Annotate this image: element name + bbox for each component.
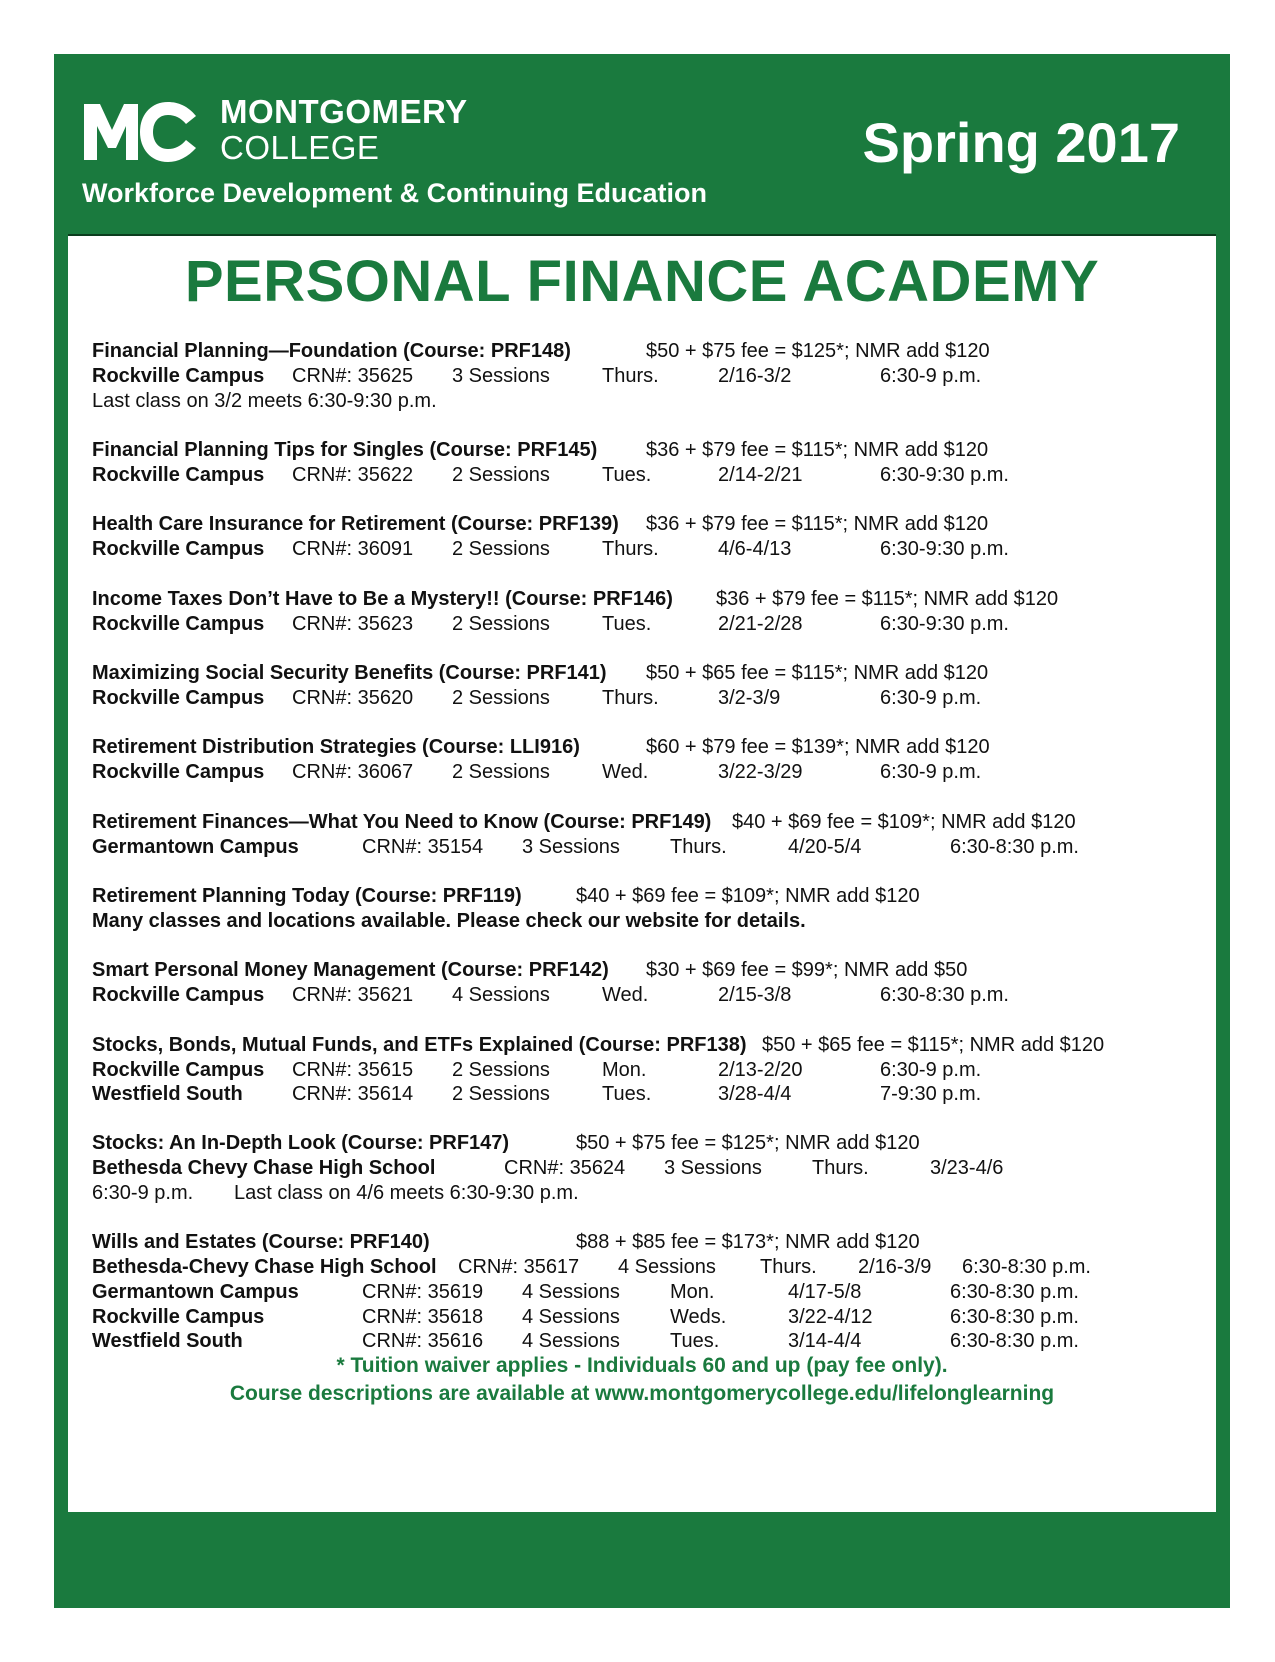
course-heading-row [68,1229,1216,1255]
section-day: Thurs. [760,1256,817,1278]
section-day: Thurs. [602,365,659,387]
page-title: PERSONAL FINANCE ACADEMY [184,249,1100,314]
section-location: Germantown Campus [92,1281,299,1303]
section-sessions: 4 Sessions [452,984,550,1006]
section-sessions: 4 Sessions [522,1281,620,1303]
section-sessions: 3 Sessions [452,365,550,387]
section-location: Rockville Campus [92,464,265,486]
course-name: Health Care Insurance for Retirement (Course: PRF139) [92,513,619,535]
section-time: 6:30-8:30 p.m. [880,984,1009,1006]
flyer-frame [54,54,1230,1608]
course-heading-row [68,957,1216,983]
section-day: Tues. [602,1083,652,1105]
course-note-row [68,388,1216,414]
course-heading-row [68,1032,1216,1058]
section-day: Thurs. [812,1157,869,1179]
section-location: Rockville Campus [92,687,265,709]
section-crn: CRN#: 36067 [292,761,414,783]
header-band [54,54,1230,234]
section-day: Wed. [602,761,649,783]
section-sessions: 2 Sessions [452,464,550,486]
section-location: Rockville Campus [92,761,265,783]
section-sessions: 2 Sessions [452,761,550,783]
section-dates: 3/2-3/9 [718,687,781,709]
course-fee: $50 + $75 fee = $125*; NMR add $120 [576,1132,920,1154]
section-day: Tues. [670,1330,720,1352]
course-section-row [68,759,1216,785]
section-day: Weds. [670,1306,727,1328]
course-note: Last class on 4/6 meets 6:30-9:30 p.m. [234,1182,579,1204]
section-time: 6:30-8:30 p.m. [950,836,1079,858]
course-section-continuation [68,1180,1216,1206]
section-time: 7-9:30 p.m. [880,1083,982,1105]
section-day: Mon. [602,1059,647,1081]
section-location: Westfield South [92,1330,243,1352]
section-time: 6:30-9:30 p.m. [880,613,1009,635]
course-section-row [68,462,1216,488]
course-fee: $50 + $65 fee = $115*; NMR add $120 [762,1034,1105,1056]
course-heading-row [68,809,1216,835]
course-name: Financial Planning Tips for Singles (Course: PRF145) [92,439,598,461]
course-fee: $50 + $65 fee = $115*; NMR add $120 [646,662,989,684]
contact-line: For more information contact Natasha Sacks at 240-567-1828. [337,1435,947,1460]
descriptions-note: Course descriptions are available at www.montgomerycollege.edu/lifelonglearning [229,1382,1055,1405]
college-name-line1: MONTGOMERY [220,93,468,130]
section-dates: 4/6-4/13 [718,538,792,560]
course-fee: $30 + $69 fee = $99*; NMR add $50 [646,959,968,981]
course-heading-row [68,511,1216,537]
section-sessions: 3 Sessions [664,1157,762,1179]
section-crn: CRN#: 36091 [292,538,414,560]
college-name-line2: COLLEGE [220,129,380,166]
section-crn: CRN#: 35616 [362,1330,484,1352]
course-section-row [68,834,1216,860]
section-crn: CRN#: 35620 [292,687,414,709]
course-heading-row [68,734,1216,760]
section-dates: 3/22-4/12 [788,1306,873,1328]
section-location: Rockville Campus [92,984,265,1006]
section-dates: 4/17-5/8 [788,1281,862,1303]
section-day: Mon. [670,1281,715,1303]
section-dates: 2/13-2/20 [718,1059,803,1081]
section-dates: 2/21-2/28 [718,613,803,635]
course-name: Retirement Distribution Strategies (Course: LLI916) [92,736,580,758]
course-heading-row [68,586,1216,612]
section-location: Bethesda Chevy Chase High School [92,1157,436,1179]
college-name [220,94,468,166]
section-day: Tues. [602,613,652,635]
course-section-row [68,363,1216,389]
section-time: 6:30-9:30 p.m. [880,464,1009,486]
section-crn: CRN#: 35622 [292,464,414,486]
section-crn: CRN#: 35624 [504,1157,626,1179]
course-section-row [68,536,1216,562]
course-heading-row [68,883,1216,909]
course-fee: $60 + $79 fee = $139*; NMR add $120 [646,736,990,758]
section-dates: 3/28-4/4 [718,1083,792,1105]
course-section-row [68,611,1216,637]
section-time: 6:30-9 p.m. [92,1182,194,1204]
section-dates: 2/14-2/21 [718,464,803,486]
section-location: Rockville Campus [92,1059,265,1081]
section-sessions: 2 Sessions [452,1083,550,1105]
section-crn: CRN#: 35615 [292,1059,414,1081]
section-crn: CRN#: 35625 [292,365,414,387]
section-crn: CRN#: 35618 [362,1306,484,1328]
section-dates: 3/22-3/29 [718,761,803,783]
section-time: 6:30-8:30 p.m. [950,1281,1079,1303]
course-section-row [68,1279,1216,1305]
section-dates: 3/14-4/4 [788,1330,862,1352]
content-panel [68,234,1216,1512]
section-crn: CRN#: 35623 [292,613,414,635]
section-sessions: 2 Sessions [452,613,550,635]
section-day: Thurs. [670,836,727,858]
course-note-row [68,908,1216,934]
section-sessions: 2 Sessions [452,687,550,709]
section-location: Rockville Campus [92,365,265,387]
section-sessions: 4 Sessions [522,1330,620,1352]
section-day: Tues. [602,464,652,486]
course-fee: $50 + $75 fee = $125*; NMR add $120 [646,340,990,362]
course-section-row [68,1254,1216,1280]
section-time: 6:30-9 p.m. [880,761,982,783]
section-sessions: 2 Sessions [452,1059,550,1081]
course-section-row [68,685,1216,711]
section-time: 6:30-8:30 p.m. [962,1256,1091,1278]
section-dates: 2/15-3/8 [718,984,792,1006]
course-heading-row [68,1130,1216,1156]
course-heading-row [68,437,1216,463]
course-name: Wills and Estates (Course: PRF140) [92,1231,430,1253]
section-time: 6:30-8:30 p.m. [950,1330,1079,1352]
section-dates: 2/16-3/9 [858,1256,932,1278]
course-heading-row [68,660,1216,686]
course-note: Last class on 3/2 meets 6:30-9:30 p.m. [92,390,437,412]
course-section-row [68,982,1216,1008]
section-day: Thurs. [602,538,659,560]
college-logo-icon [80,96,200,164]
course-section-row [68,1328,1216,1354]
course-fee: $88 + $85 fee = $173*; NMR add $120 [576,1231,920,1253]
section-location: Germantown Campus [92,836,299,858]
section-location: Westfield South [92,1083,243,1105]
course-section-row [68,1304,1216,1330]
course-fee: $36 + $79 fee = $115*; NMR add $120 [716,588,1059,610]
course-name: Maximizing Social Security Benefits (Course: PRF141) [92,662,607,684]
division-name: Workforce Development & Continuing Education [82,178,708,208]
waiver-note: * Tuition waiver applies - Individuals 60 and up (pay fee only). [336,1354,948,1377]
course-name: Income Taxes Don’t Have to Be a Mystery!! (Course: PRF146) [92,588,673,610]
section-time: 6:30-8:30 p.m. [950,1306,1079,1328]
section-crn: CRN#: 35621 [292,984,414,1006]
course-note: Many classes and locations available. Please check our website for details. [92,910,806,932]
section-crn: CRN#: 35154 [362,836,484,858]
section-location: Rockville Campus [92,613,265,635]
section-crn: CRN#: 35617 [458,1256,580,1278]
section-time: 6:30-9 p.m. [880,1059,982,1081]
course-name: Financial Planning—Foundation (Course: PRF148) [92,340,571,362]
section-time: 6:30-9 p.m. [880,687,982,709]
section-location: Rockville Campus [92,538,265,560]
section-time: 6:30-9:30 p.m. [880,538,1009,560]
section-day: Thurs. [602,687,659,709]
course-name: Stocks, Bonds, Mutual Funds, and ETFs Explained (Course: PRF138) [92,1034,747,1056]
course-section-row [68,1155,1216,1181]
course-section-row [68,1057,1216,1083]
section-dates: 4/20-5/4 [788,836,862,858]
course-fee: $40 + $69 fee = $109*; NMR add $120 [576,885,920,907]
course-name: Retirement Planning Today (Course: PRF119) [92,885,522,907]
section-crn: CRN#: 35614 [292,1083,414,1105]
section-sessions: 4 Sessions [522,1306,620,1328]
section-dates: 3/23-4/6 [930,1157,1004,1179]
section-crn: CRN#: 35619 [362,1281,484,1303]
section-sessions: 2 Sessions [452,538,550,560]
section-time: 6:30-9 p.m. [880,365,982,387]
season-label: Spring 2017 [862,111,1180,174]
course-name: Stocks: An In-Depth Look (Course: PRF147) [92,1132,510,1154]
register-line: To register, visit www.montgomerycollege.edu/lifelonglearning or call 240-567-5188. [235,1470,1049,1495]
course-fee: $36 + $79 fee = $115*; NMR add $120 [646,439,989,461]
section-sessions: 3 Sessions [522,836,620,858]
course-fee: $36 + $79 fee = $115*; NMR add $120 [646,513,989,535]
course-fee: $40 + $69 fee = $109*; NMR add $120 [732,811,1076,833]
section-dates: 2/16-3/2 [718,365,792,387]
section-sessions: 4 Sessions [618,1256,716,1278]
section-day: Wed. [602,984,649,1006]
course-name: Smart Personal Money Management (Course: PRF142) [92,959,609,981]
section-location: Bethesda-Chevy Chase High School [92,1256,437,1278]
course-name: Retirement Finances—What You Need to Know (Course: PRF149) [92,811,712,833]
course-heading-row [68,338,1216,364]
course-section-row [68,1081,1216,1107]
section-location: Rockville Campus [92,1306,265,1328]
